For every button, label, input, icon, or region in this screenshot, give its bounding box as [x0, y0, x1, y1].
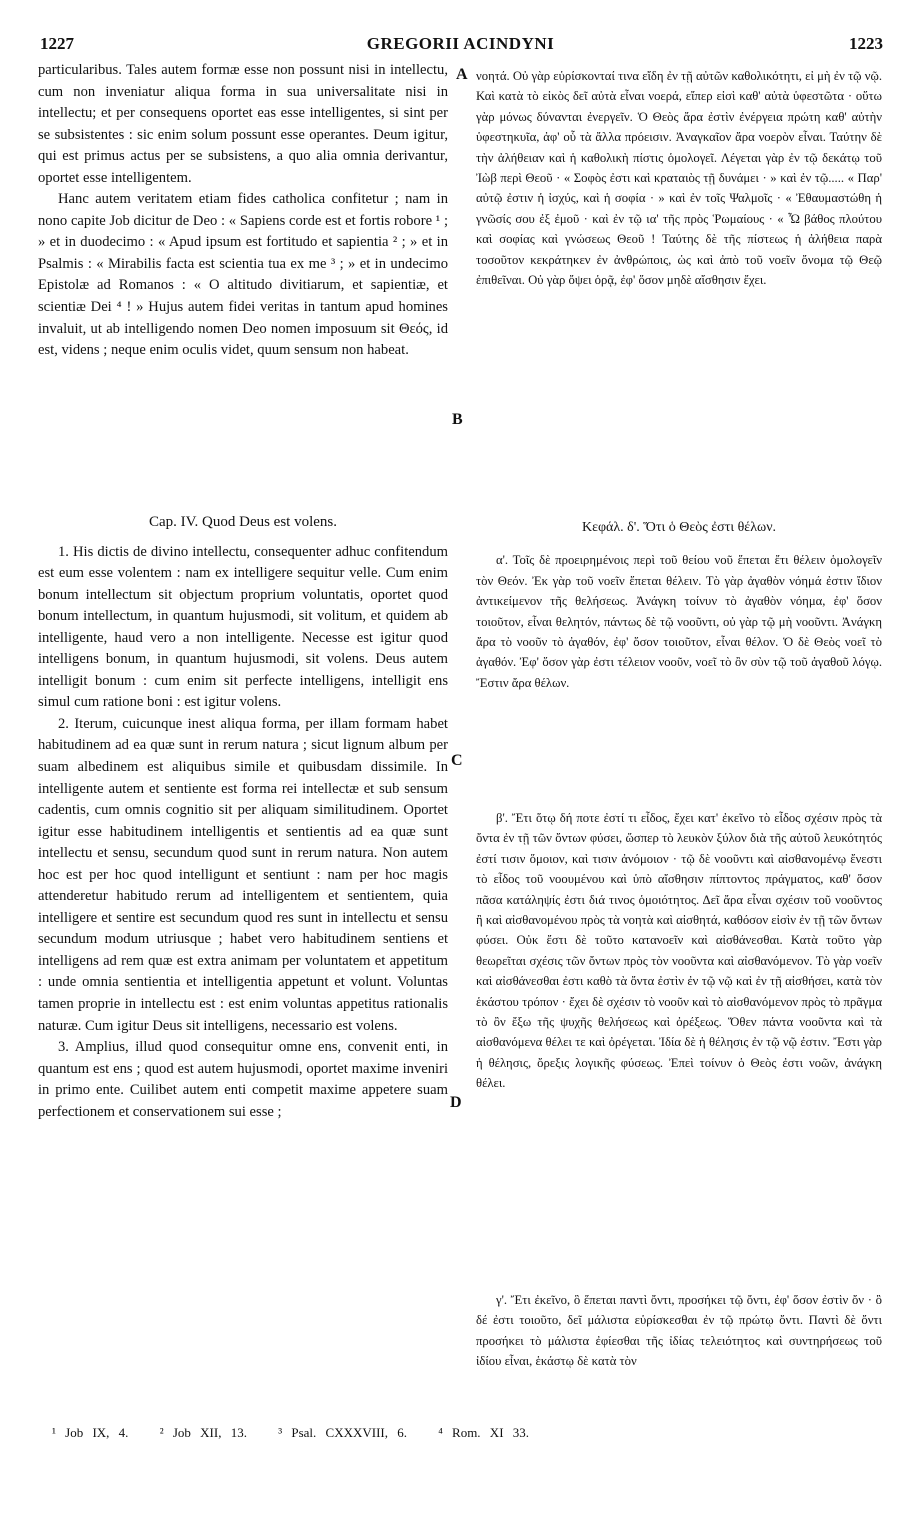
latin-chapter-heading: Cap. IV. Quod Deus est volens.	[148, 514, 338, 530]
greek-block-2	[476, 808, 882, 1094]
footnote-2: ² Job XII, 13.	[159, 1425, 247, 1440]
greek-paragraph-top: νοητά. Οὐ γὰρ εὑρίσκονταί τινα εἴδη ἐν τῇ αὐτῶν καθολικότητι, εἰ μὴ ἐν τῷ νῷ. Καὶ κατὰ τὸ εἰκὸς δεῖ αὐτὰ εἶναι νοερά, εἴπερ εἰσὶ καθ' αὐτὰ ὑφεστῶτα · οὕτω γὰρ μόνως δύνανται ἐνεργεῖν. Ὁ Θεὸς ἄρα ἐστὶν ἐνέργεια πρώτη καθ' αὐτὴν ὑφεστηκυῖα, ἀφ' οὗ τὰ ἄλλα πρόεισιν. Ἀναγκαῖον ἄρα νοερὸν εἶναι. Ταύτην δὲ τὴν ἀλήθειαν καὶ ἡ καθολικὴ πίστις ὁμολογεῖ. Λέγεται γὰρ ἐν τῷ δεκάτῳ τοῦ Ἰὼβ περὶ Θεοῦ · « Σοφὸς ἐστι καὶ κραταιὸς τῇ δυνάμει · » καὶ ἐν τῷ..... « Παρ' αὐτῷ ἐστιν ἡ ἰσχύς, καὶ ἡ σοφία · » καὶ ἐν τοῖς Ψαλμοῖς · « Ἐθαυμαστώθη ἡ γνῶσίς σου ἐξ ἐμοῦ · καὶ ἐν τῷ ια' τῆς πρὸς Ῥωμαίους · « Ὦ βάθος πλούτου καὶ σοφίας καὶ γνώσεως Θεοῦ ! Ταύτης δὲ τῆς πίστεως ἡ ἀλήθεια παρὰ τοσοῦτον κεκράτηκεν ἐν ἀνθρώποις, ὡς καὶ ἀπὸ τοῦ νοεῖν ὄνομα τῷ Θεῷ ἐπιθεῖναι. Οὐ γὰρ ὄψει ὁρᾷ, ἐφ' ὅσον μηδὲ αἴσθησιν ἔχει.	[476, 69, 882, 288]
margin-letter-a: A	[456, 66, 468, 83]
latin-paragraph-top-1: particularibus. Tales autem formæ esse non possunt nisi in intellectu, cum non inveniatur aliqua forma in sua universalitate nisi in intellectu; et per consequens oportet eas esse intelligentes, si sint per se subsistentes : sic enim solum possunt esse operantes. Deum igitur, qui est primus actus per se subsistens, a quo alia omnia derivantur, oportet esse intelligentem.	[38, 62, 448, 186]
margin-letter-d: D	[450, 1094, 462, 1111]
greek-block-top	[476, 66, 882, 290]
greek-paragraph-3: γ'. Ἔτι ἐκεῖνο, ὃ ἕπεται παντὶ ὄντι, προσήκει τῷ ὄντι, ἐφ' ὅσον ἐστὶν ὄν · ὃ δέ ἐστι τοιοῦτο, δεῖ μάλιστα εὑρίσκεσθαι ἐν τῷ πρώτῳ ὄντι. Παντὶ δὲ ὄντι προσήκει τὸ μάλιστα ἐφίεσθαι τῆς ἰδίας τελειότητος καὶ συντηρήσεως τοῦ ἰδίου εἶναι, ἑκάστῳ δὲ κατὰ τὸν	[476, 1293, 882, 1369]
greek-block-3	[476, 1290, 882, 1372]
right-page-number: 1223	[849, 34, 883, 53]
latin-paragraph-3: 3. Amplius, illud quod consequitur omne ens, convenit enti, in quantum est ens ; quod est autem hujusmodi, oportet maxime inveniri in primo ente. Cuilibet autem enti competit maxime appetere suam perfectionem et conservationem sui esse ;	[38, 1039, 448, 1120]
footnotes	[52, 1425, 551, 1441]
latin-block-chapter	[38, 512, 448, 1123]
latin-block-top	[38, 60, 448, 362]
latin-paragraph-1: 1. His dictis de divino intellectu, consequenter adhuc confitendum est eum esse volentem : nam ex intelligere sequitur velle. Cum enim bonum intellectum sit objectum proprium voluntatis, oportet quod bonum intellectum, in quantum hujusmodi, sit volitum, et quidem ab intelligente, haud vero a non intelligente. Necesse est igitur quod intelligens bonum, in quantum hujusmodi, sit volens. Deus autem intelligit bonum : cum enim sit perfecte intelligens, intelligit ens simul cum ratione boni : est igitur volens.	[38, 543, 448, 711]
footnote-4: ⁴ Rom. XI 33.	[438, 1425, 530, 1440]
margin-letter-c: C	[451, 752, 463, 769]
latin-paragraph-2: 2. Iterum, cuicunque inest aliqua forma, per illam formam habet habitudinem ad ea quæ sunt in rerum natura ; sicut lignum album per suam albedinem est aliquibus simile et quibusdam dissimile. In intelligente autem et sentiente est forma rei intellectæ et sub sensum cadentis, cum omnis cognitio sit per aliquam similitudinem. Oportet igitur esse habitudinem intelligentis et sentientis ad ea quæ sunt intellectu et sensu, secundum quod sunt in rerum natura. Non autem hoc est per hoc quod intelligunt et sentiunt : nam per hoc magis attenderetur habitudo rerum ad intelligentem et sentientem, quia intelligere et sentire est secundum quod res sunt in intellectu et sensu secundum modum utriusque ; habet vero habitudinem sentiens et intelligens ad rem quæ est extra animam per voluntatem et appetitum : unde omnia sentientia et intelligentia appetunt et volunt. Voluntas tamen proprie in intellectu est : est enim voluntas appetitus rationalis naturæ. Cum igitur Deus sit intelligens, necessario est volens.	[38, 715, 448, 1034]
latin-paragraph-top-2: Hanc autem veritatem etiam fides catholica confitetur ; nam in nono capite Job dicitur de Deo : « Sapiens corde est et fortis robore ¹ ; » et in duodecimo : « Apud ipsum est fortitudo et sapientia ² ; » et in Psalmis : « Mirabilis facta est scientia tua ex me ³ ; » et in undecimo Epistolæ ad Romanos : « O altitudo divitiarum, et sapientiæ, et scientiæ Dei ⁴ ! » Hujus autem fidei veritas in tantum apud homines invaluit, ut ab intelligendo nomen Deo nomen imposuum sit Θεός, id est, videns ; neque enim oculis videt, quum sensum non habeat.	[38, 191, 448, 359]
greek-block-chapter	[476, 518, 882, 693]
margin-letter-b: B	[452, 411, 463, 428]
greek-paragraph-2: β'. Ἔτι ὅτῳ δή ποτε ἐστί τι εἶδος, ἔχει κατ' ἐκεῖνο τὸ εἶδος σχέσιν πρὸς τὰ ὄντα ἐν τῇ τῶν ὄντων φύσει, ὥσπερ τὸ λευκὸν ξύλον διὰ τῆς αὐτοῦ λευκότητός ἐστί τισιν ὅμοιον, καὶ τισιν ἀνόμοιον · τῷ δὲ νοοῦντι καὶ αἰσθανομένῳ ἔνεστι τὸ εἶδος τοῦ νοουμένου καὶ ὑπὸ αἴσθησιν πίπτοντος πράγματος, καθ' ὅσον πᾶσα κατάληψίς ἐστι διά τινος ὁμοιότητος. Δεῖ ἄρα εἶναι σχέσιν τοῦ νοοῦντος ἢ καὶ αἰσθανομένου πρὸς τὰ νοητὰ καὶ αἰσθητά, καθόσον εἰσὶν ἐν τῇ τῶν ὄντων φύσει. Οὐκ ἔστι δὲ τοῦτο κατανοεῖν καὶ αἰσθάνεσθαι. Κατὰ τοῦτο γὰρ θεωρεῖται σχέσις τῶν ὄντων πρὸς τὸν νοοῦντα καὶ αἰσθανόμενον. Τὸ γὰρ νοεῖν καὶ αἰσθάνεσθαι ἐστι καθὸ τὰ ὄντα ἐστὶν ἐν τῷ νῷ καὶ ἐν τῇ αἰσθήσει, κατὰ τὸν ἑκάστου τρόπον · ἔχει δὲ σχέσιν τὸ νοοῦν καὶ τὸ αἰσθανόμενον πρὸς τὸ πρᾶγμα τὸ ὂν ἔξω τῆς ψυχῆς θελήσεως καὶ ὀρέξεως. Ὅθεν πάντα νοοῦντα καὶ τὰ αἰσθανόμενα θέλει τε καὶ ὀρέγεται. Ἰδία δὲ ἡ θέλησις ἐν τῷ νῷ ἐστιν. Ἔστι γὰρ ἡ θέλησις, ὄρεξις λογικῆς φύσεως. Ἐπεὶ τοίνυν ὁ Θεὸς ἐστι νοῶν, ἀνάγκη θέλει.	[476, 811, 882, 1091]
footnote-3: ³ Psal. CXXXVIII, 6.	[278, 1425, 407, 1440]
left-page-number: 1227	[40, 34, 74, 53]
greek-chapter-heading: Κεφάλ. δ'. Ὅτι ὁ Θεὸς ἐστι θέλων.	[581, 520, 777, 535]
greek-paragraph-1: α'. Τοῖς δὲ προειρημένοις περὶ τοῦ θείου νοῦ ἕπεται ἔτι θέλειν ὁμολογεῖν τὸν Θεόν. Ἐκ γὰρ τοῦ νοεῖν ἕπεται θέλειν. Τὸ γὰρ ἀγαθὸν νόημά ἐστιν ἴδιον ἀντικείμενον τῆς θελήσεως. Ἀνάγκη τοίνυν τὸ ἀγαθὸν νόημα, ἐφ' ὅσον τοιοῦτον, εἶναι θελητόν, πάντως δὲ τῷ νοοῦντι, οὐ γὰρ τῷ μὴ νοοῦντι. Ἀνάγκη ἄρα τὸ νοοῦν τὸ ἀγαθόν, ἐφ' ὅσον τοιοῦτον, εἶναι θέλον. Ὁ δὲ Θεὸς νοεῖ τὸ ἀγαθόν. Ἐφ' ὅσον γὰρ ἐστι τέλειον νοοῦν, νοεῖ τὸ ὂν σὺν τῷ τοῦ ἀγαθοῦ λόγῳ. Ἔστιν ἄρα θέλων.	[476, 553, 882, 690]
running-title: GREGORII ACINDYNI	[366, 34, 555, 53]
footnote-1: ¹ Job IX, 4.	[52, 1425, 129, 1440]
